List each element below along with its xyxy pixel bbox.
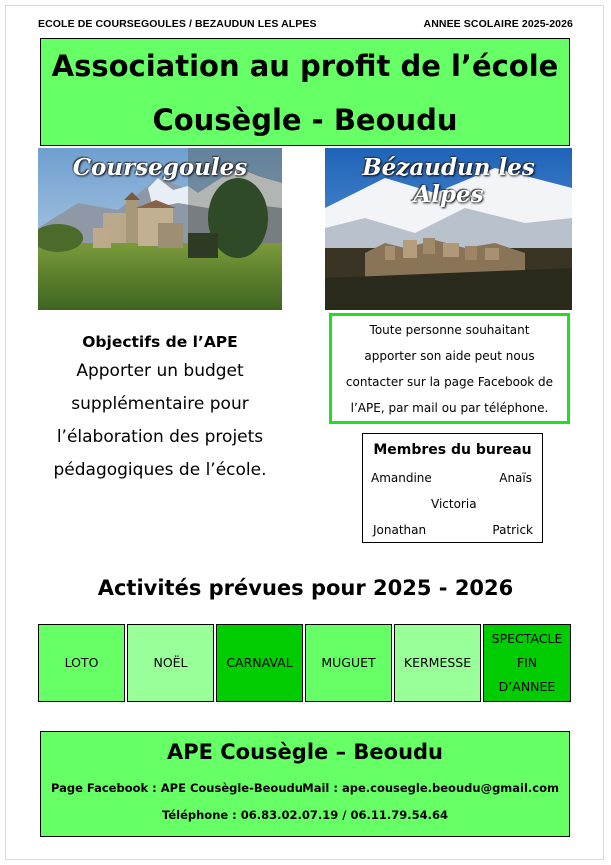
activity-noel: NOËL xyxy=(127,624,214,702)
coursegoules-photo xyxy=(38,148,282,310)
bezaudun-photo xyxy=(325,148,572,310)
objectives-text xyxy=(38,355,282,487)
school-year-header: ANNEE SCOLAIRE 2025-2026 xyxy=(423,18,573,30)
bezaudun-caption: Bézaudun les Alpes xyxy=(362,154,535,208)
activity-muguet: MUGUET xyxy=(305,624,392,702)
contact-help-box xyxy=(329,313,570,424)
objectives-section xyxy=(38,333,282,487)
title-line-2: Cousègle - Beoudu xyxy=(152,103,458,137)
activity-loto: LOTO xyxy=(38,624,125,702)
objectives-line: Apporter un budget xyxy=(76,361,244,381)
board-member: Jonathan xyxy=(373,523,427,537)
help-line: apporter son aide peut nous xyxy=(364,349,535,363)
help-line: Toute personne souhaitant xyxy=(369,323,530,337)
activity-spectacle: SPECTACLE FIN D’ANNEE xyxy=(483,624,571,702)
title-line-1: Association au profit de l’école xyxy=(51,49,559,83)
objectives-line: l’élaboration des projets xyxy=(56,427,264,447)
footer-contact-box xyxy=(40,731,570,837)
school-name-header: ECOLE DE COURSEGOULES / BEZAUDUN LES ALPES xyxy=(38,18,317,30)
help-line: l’APE, par mail ou par téléphone. xyxy=(350,401,549,415)
objectives-line: supplémentaire pour xyxy=(71,394,249,414)
board-members-box xyxy=(362,433,543,543)
activity-carnaval: CARNAVAL xyxy=(216,624,303,702)
board-member: Amandine xyxy=(371,471,432,485)
mail-contact: Mail : ape.cousegle.beoudu@gmail.com xyxy=(302,781,559,795)
board-member: Patrick xyxy=(492,523,533,537)
board-member: Victoria xyxy=(431,497,477,511)
objectives-title: Objectifs de l’APE xyxy=(82,333,238,351)
footer-title: APE Cousègle – Beoudu xyxy=(166,740,444,764)
activities-title: Activités prévues pour 2025 - 2026 xyxy=(97,576,514,600)
title-banner xyxy=(40,38,570,146)
activity-kermesse: KERMESSE xyxy=(394,624,481,702)
coursegoules-caption: Coursegoules xyxy=(72,154,248,181)
objectives-line: pédagogiques de l’école. xyxy=(53,460,267,480)
phone-contact: Téléphone : 06.83.02.07.19 / 06.11.79.54.64 xyxy=(162,808,448,822)
board-member: Anaïs xyxy=(499,471,532,485)
board-title: Membres du bureau xyxy=(373,442,532,458)
help-line: contacter sur la page Facebook de xyxy=(345,375,554,389)
facebook-contact: Page Facebook : APE Cousègle-Beoudu xyxy=(51,781,303,795)
